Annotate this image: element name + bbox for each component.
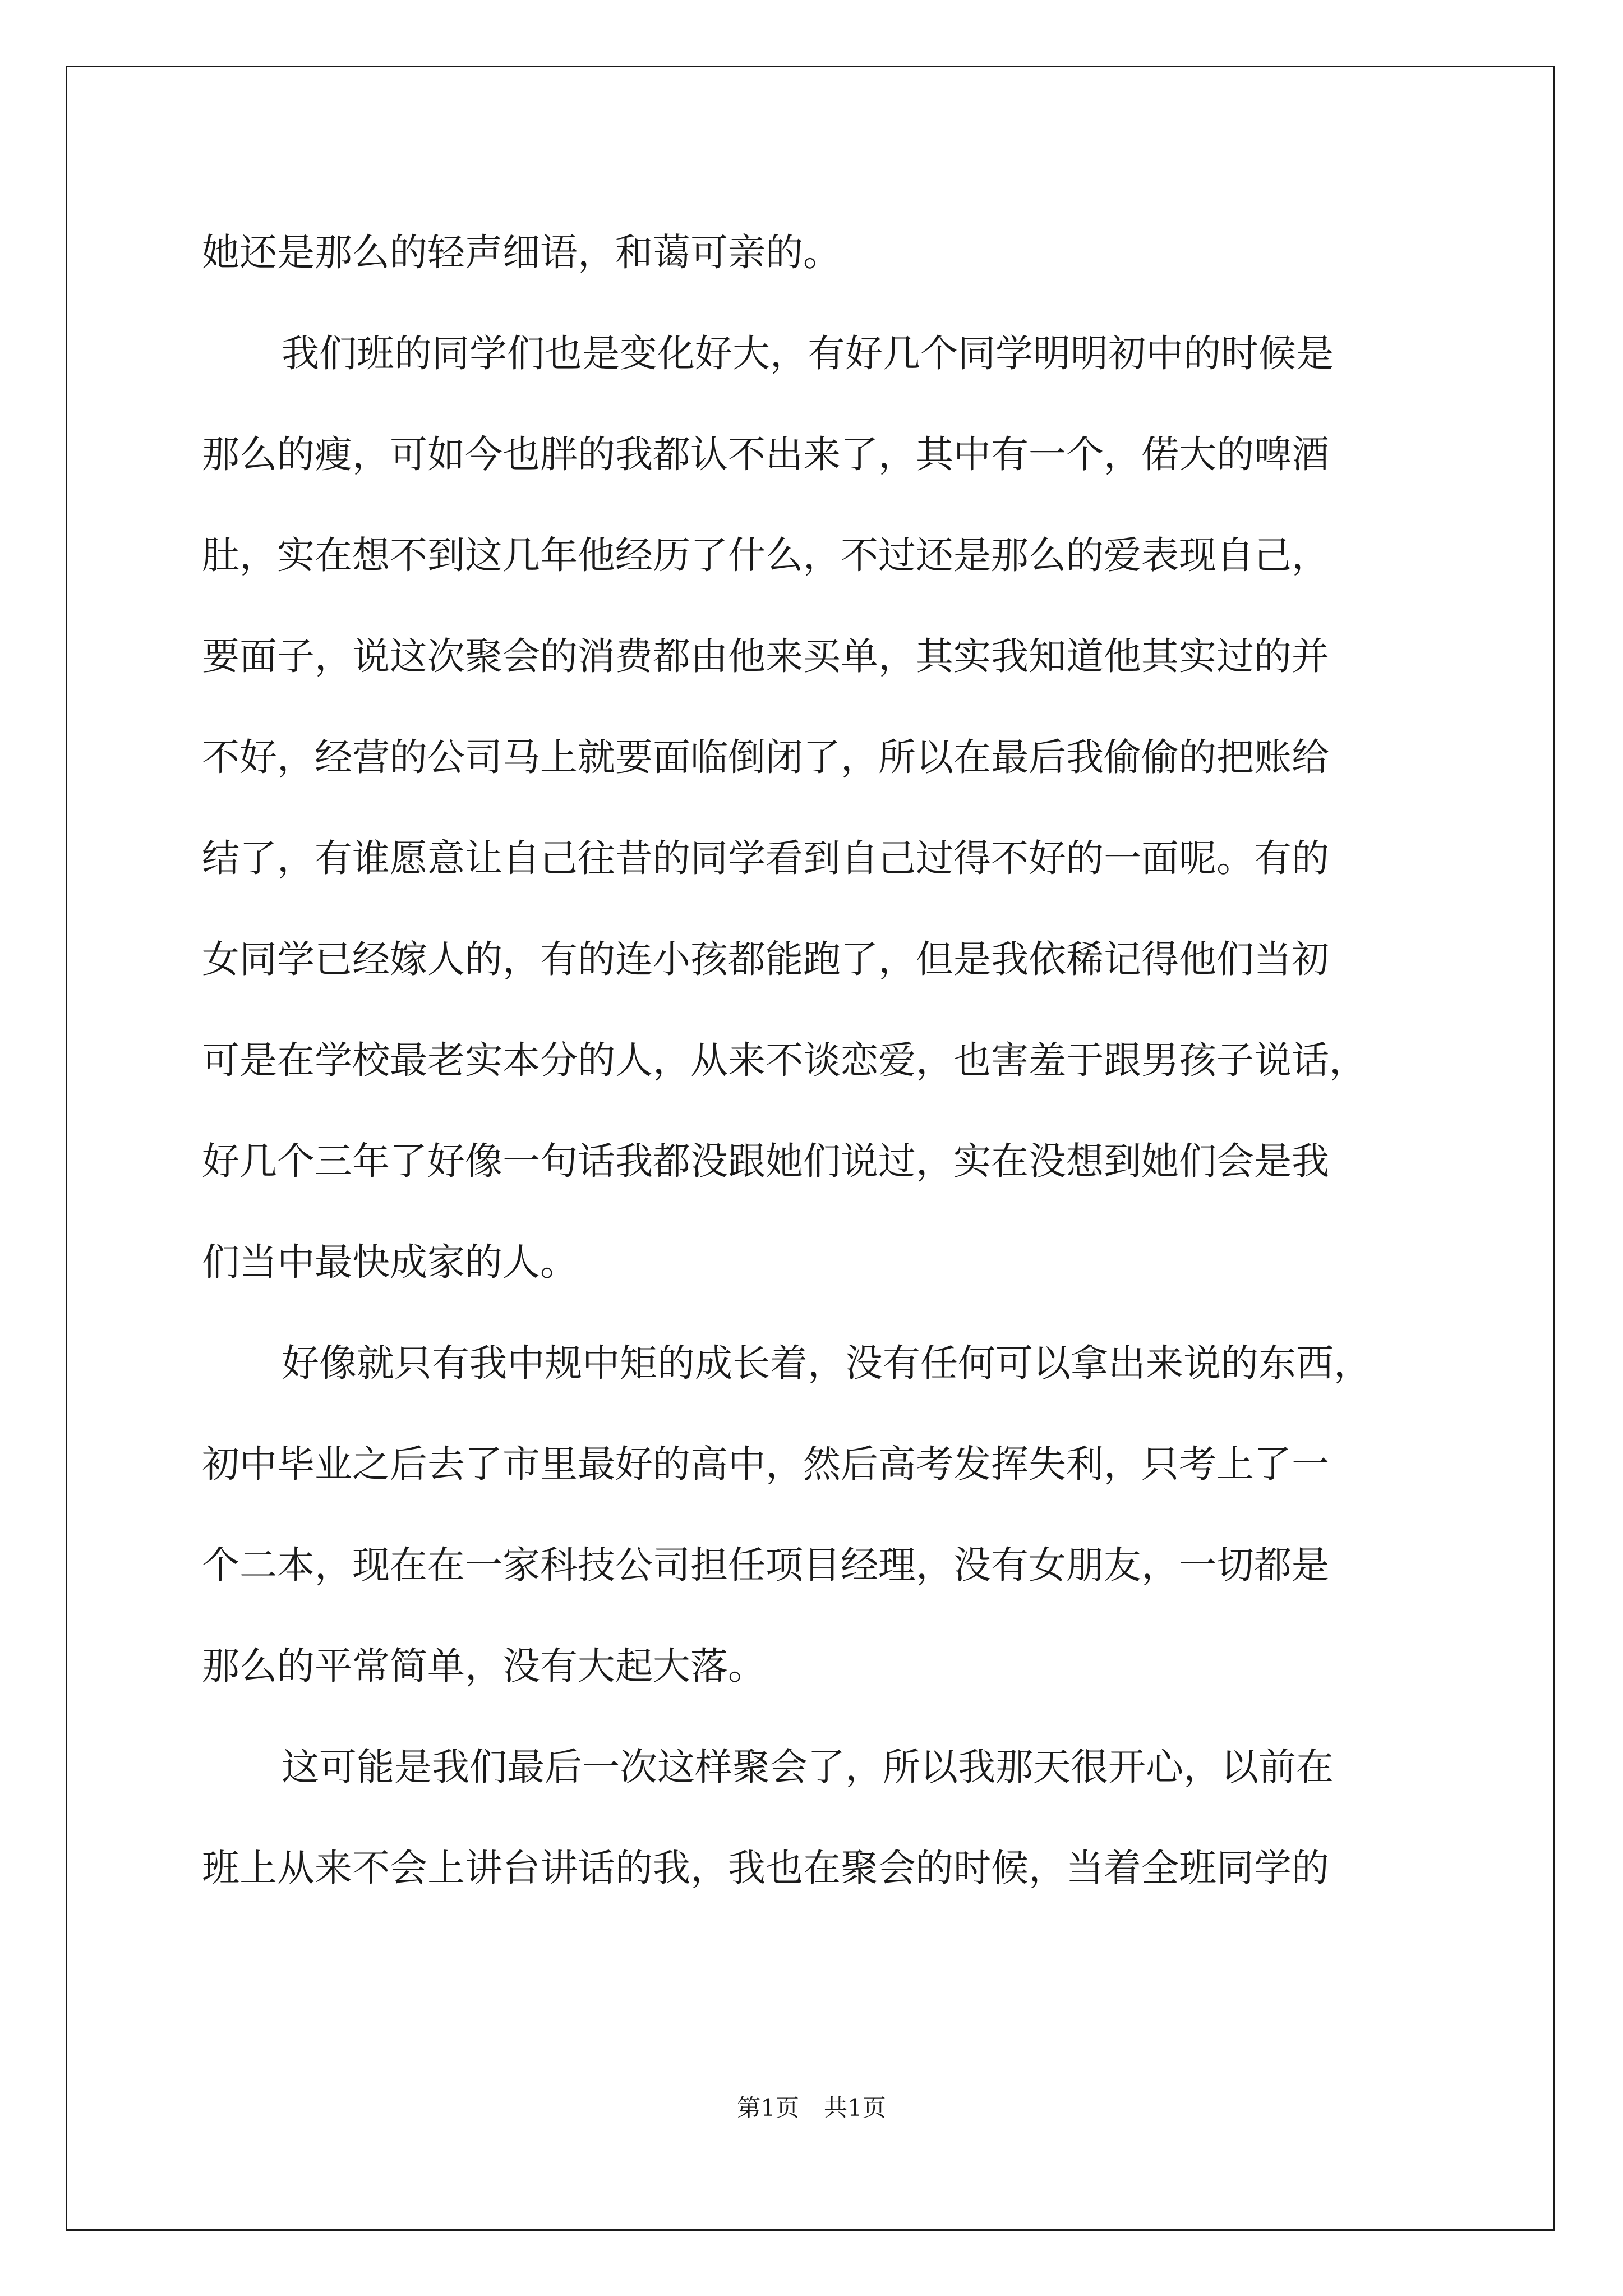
text-line: 我们班的同学们也是变化好大，有好几个同学明明初中的时候是 bbox=[282, 332, 1334, 375]
text-line: 们当中最快成家的人。 bbox=[202, 1240, 578, 1284]
text-line: 初中毕业之后去了市里最好的高中，然后高考发挥失利，只考上了一 bbox=[202, 1442, 1329, 1486]
text-line: 好几个三年了好像一句话我都没跟她们说过，实在没想到她们会是我 bbox=[202, 1139, 1329, 1183]
text-line: 不好，经营的公司马上就要面临倒闭了，所以在最后我偷偷的把账给 bbox=[202, 735, 1329, 779]
text-line: 女同学已经嫁人的，有的连小孩都能跑了，但是我依稀记得他们当初 bbox=[202, 937, 1329, 981]
document-body bbox=[202, 202, 1436, 1918]
page-footer bbox=[0, 2091, 1623, 2125]
text-line: 可是在学校最老实本分的人，从来不谈恋爱，也害羞于跟男孩子说话， bbox=[202, 1038, 1367, 1082]
page-total: 共1页 bbox=[824, 2094, 886, 2122]
page-number: 第1页 bbox=[737, 2094, 799, 2122]
text-line: 好像就只有我中规中矩的成长着，没有任何可以拿出来说的东西， bbox=[282, 1341, 1371, 1385]
text-line: 她还是那么的轻声细语，和蔼可亲的。 bbox=[202, 231, 841, 274]
text-line: 个二本，现在在一家科技公司担任项目经理，没有女朋友，一切都是 bbox=[202, 1543, 1329, 1587]
text-line: 那么的瘦，可如今也胖的我都认不出来了，其中有一个，偌大的啤酒 bbox=[202, 432, 1329, 476]
text-line: 这可能是我们最后一次这样聚会了，所以我那天很开心，以前在 bbox=[282, 1745, 1334, 1789]
text-line: 肚，实在想不到这几年他经历了什么，不过还是那么的爱表现自己， bbox=[202, 533, 1329, 577]
text-line: 要面子，说这次聚会的消费都由他来买单，其实我知道他其实过的并 bbox=[202, 634, 1329, 678]
text-line: 那么的平常简单，没有大起大落。 bbox=[202, 1644, 766, 1688]
text-line: 班上从来不会上讲台讲话的我，我也在聚会的时候，当着全班同学的 bbox=[202, 1846, 1329, 1890]
text-line: 结了，有谁愿意让自己往昔的同学看到自己过得不好的一面呢。有的 bbox=[202, 836, 1329, 880]
